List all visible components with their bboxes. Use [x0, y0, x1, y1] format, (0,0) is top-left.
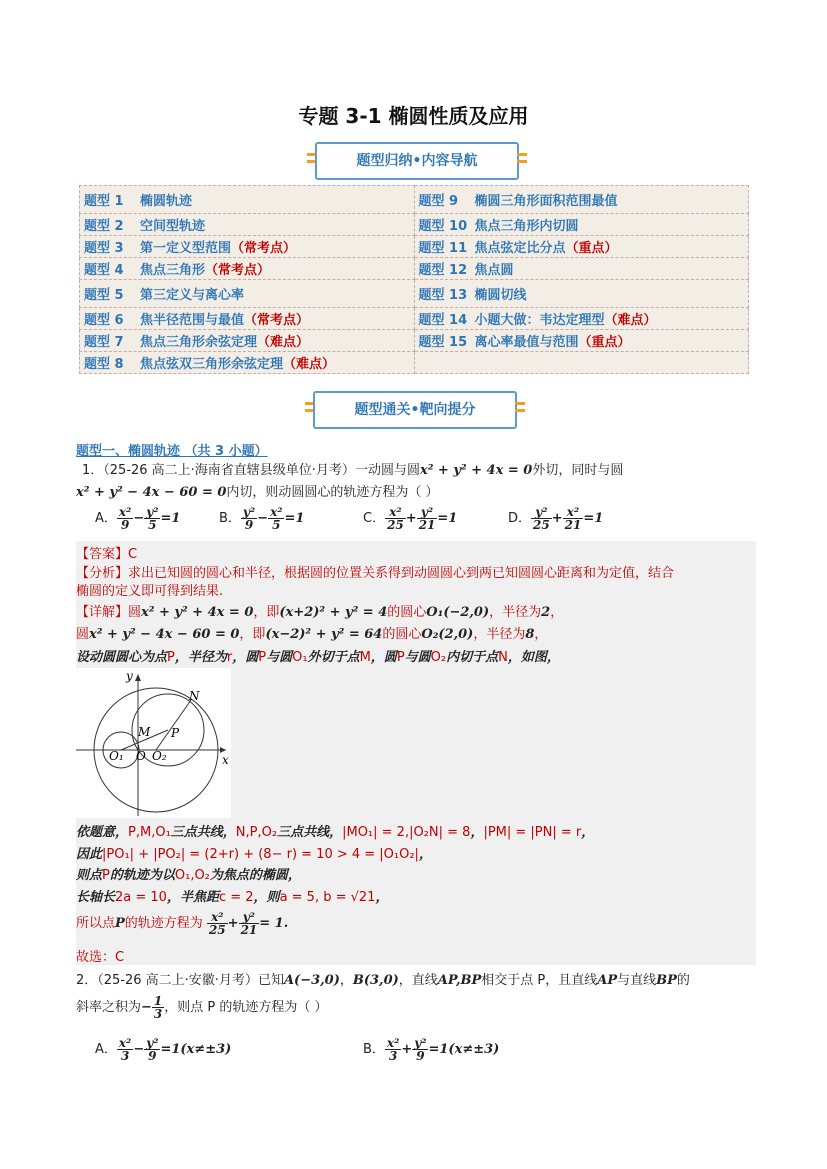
toc-num: 题型 4	[84, 263, 124, 278]
numerator: y²	[146, 1036, 159, 1050]
detail-eq: 外切于点	[307, 650, 360, 665]
detail-eq: ，如图，	[507, 650, 560, 665]
denominator: 25	[208, 923, 226, 937]
q2-ap: AP	[597, 973, 618, 988]
numerator: y²	[242, 505, 256, 519]
detail-eq: ，则	[253, 890, 280, 905]
label-p: P	[171, 726, 180, 740]
toc-num: 题型 9	[418, 194, 459, 209]
detail-text: ，	[550, 605, 564, 620]
operator: +	[405, 511, 417, 526]
toc-tag: （难点）	[257, 335, 310, 350]
toc-table	[79, 185, 749, 374]
rhs: = 1.	[259, 916, 289, 931]
detail-eq: 2	[541, 605, 551, 620]
toc-name: 焦半径范围与最值	[140, 313, 245, 328]
label-y: y	[126, 669, 133, 683]
detail-eq: 设动圆圆心为点	[76, 650, 168, 665]
toc-num: 题型 15	[418, 335, 468, 350]
analysis-line: 【分析】求出已知圆的圆心和半径，根据圆的位置关系得到动圆圆心到两已知圆圆心距离和为定值，结合	[76, 566, 675, 581]
banner-deco-right	[517, 160, 527, 163]
detail-line-6	[76, 864, 301, 883]
toc-name: 焦点三角形内切圆	[474, 219, 579, 234]
detail-eq: ，	[470, 825, 484, 840]
banner-nav-label: 题型归纳•内容导航	[315, 142, 519, 180]
detail-line-7	[76, 886, 388, 905]
fraction	[417, 506, 438, 531]
numerator: x²	[563, 506, 584, 519]
detail-text: ，	[534, 627, 548, 642]
detail-eq: ，	[581, 825, 595, 840]
option-label: A．	[95, 511, 117, 526]
detail-text: ，即	[239, 627, 266, 642]
toc-tag: （常考点）	[231, 241, 297, 256]
detail-text: 2a = 10	[115, 890, 167, 905]
toc-num: 题型 5	[84, 288, 124, 303]
banner-nav	[307, 141, 527, 181]
detail-text: c = 2	[218, 890, 254, 905]
toc-name: 小题大做：韦达定理型	[474, 313, 605, 328]
toc-name: 离心率最值与范围	[474, 335, 579, 350]
option-b[interactable]	[219, 506, 304, 531]
toc-num: 题型 8	[84, 357, 124, 372]
detail-text: 的圆心	[387, 605, 427, 620]
option-label: D．	[508, 511, 532, 526]
toc-name: 椭圆三角形面积范围最值	[474, 194, 618, 209]
toc-row	[80, 280, 749, 308]
denominator: 21	[564, 518, 582, 532]
detail-text: O₂	[430, 650, 447, 665]
detail-text: |PO₁| + |PO₂| = (2+r) + (8− r) = 10 > 4 = |O₁O₂|	[102, 847, 419, 862]
label-o: O	[136, 749, 146, 763]
detail-text: N,P,O₂	[235, 825, 278, 840]
detail-eq: O₂(2,0)	[421, 627, 474, 642]
section-title: 题型一、椭圆轨迹 （共 3 小题）	[76, 444, 268, 459]
rhs: =1	[160, 511, 181, 526]
label-n: N	[189, 689, 200, 703]
numerator: x²	[385, 506, 406, 519]
banner-practice-label: 题型通关•靶向提分	[313, 391, 517, 429]
q2-stem: 与直线	[617, 973, 657, 988]
answer: 【答案】C	[76, 547, 138, 562]
detail-line-2	[76, 623, 547, 642]
toc-row	[80, 330, 749, 352]
option-b[interactable]	[363, 1037, 499, 1062]
detail-eq: 三点共线，	[277, 825, 343, 840]
detail-eq: ，圆	[370, 650, 397, 665]
option-a[interactable]	[95, 1037, 231, 1062]
toc-num: 题型 13	[418, 288, 468, 303]
denominator: 25	[387, 518, 404, 532]
ellipse-figure	[76, 668, 231, 818]
fraction	[207, 911, 228, 936]
q2-stem: ，直线	[398, 973, 438, 988]
option-label: A．	[95, 1042, 117, 1057]
q2-stem: 斜率之积为	[76, 1000, 142, 1015]
numerator: y²	[417, 506, 438, 519]
detail-eq: 为焦点的椭圆，	[209, 868, 301, 883]
detail-eq: O₁(−2,0)	[426, 605, 490, 620]
detail-eq: (x−2)² + y² = 64	[265, 627, 383, 642]
detail-text: N	[498, 650, 508, 665]
rhs: =1	[437, 511, 458, 526]
toc-cell[interactable]	[414, 352, 749, 374]
q2-frac-sign: −	[141, 1000, 152, 1015]
detail-eq: ，半径为	[174, 650, 227, 665]
detail-text: |MO₁| = 2,|O₂N| = 8	[342, 825, 471, 840]
rhs: =1(x≠±3)	[428, 1042, 500, 1057]
detail-eq: ，	[418, 847, 432, 862]
option-label: B．	[219, 511, 241, 526]
fraction	[152, 995, 164, 1020]
denominator: 21	[418, 518, 436, 532]
label-o1: O₁	[109, 749, 124, 763]
denominator: 3	[388, 1049, 398, 1063]
toc-name: 第一定义型范围	[140, 241, 232, 256]
toc-name: 焦点圆	[474, 263, 514, 278]
numerator: y²	[146, 505, 159, 519]
detail-text: O₁,O₂	[174, 868, 210, 883]
banner-deco-right	[515, 409, 525, 412]
toc-row	[80, 214, 749, 236]
numerator: y²	[531, 506, 552, 519]
detail-text: |PM| = |PN| = r	[483, 825, 582, 840]
detail-eq: P	[115, 916, 125, 931]
toc-row	[80, 352, 749, 374]
detail-line-1	[76, 601, 563, 620]
numerator: x²	[207, 911, 228, 924]
q2-stem: 的	[676, 973, 690, 988]
denominator: 9	[416, 1049, 425, 1063]
denominator: 5	[272, 518, 281, 532]
toc-cell[interactable]	[80, 258, 415, 280]
q2-bp: BP	[656, 973, 677, 988]
denominator: 9	[244, 518, 254, 532]
choose-answer: 故选：C	[76, 950, 125, 965]
q1-line2	[76, 481, 439, 500]
detail-eq: 的轨迹为以	[109, 868, 175, 883]
label-x: x	[222, 753, 229, 767]
q2-point-b: B(3,0)	[352, 973, 399, 988]
toc-num: 题型 14	[418, 313, 468, 328]
detail-eq: 三点共线，	[170, 825, 236, 840]
detail-eq: 8	[525, 627, 535, 642]
toc-row	[80, 308, 749, 330]
q1-stem: 内切，则动圆圆心的轨迹方程为（ ）	[226, 485, 439, 500]
toc-num: 题型 11	[418, 241, 468, 256]
rhs: =1	[583, 511, 604, 526]
detail-eq: 与圆	[266, 650, 293, 665]
toc-tag: （重点）	[565, 241, 618, 256]
detail-eq: 依题意，	[76, 825, 129, 840]
numerator: x²	[270, 505, 283, 519]
option-label: B．	[363, 1042, 385, 1057]
option-c[interactable]	[363, 506, 457, 531]
rhs: =1(x≠±3)	[160, 1042, 232, 1057]
detail-text: P	[167, 650, 175, 665]
fraction	[117, 1037, 133, 1062]
denominator: 9	[148, 1049, 157, 1063]
toc-num: 题型 2	[84, 219, 124, 234]
toc-cell[interactable]	[80, 308, 415, 330]
page-title: 专题 3-1 椭圆性质及应用	[298, 104, 529, 128]
numerator: y²	[239, 911, 260, 924]
toc-name: 焦点弦双三角形余弦定理	[140, 357, 284, 372]
numerator: x²	[118, 1036, 132, 1050]
toc-cell[interactable]	[414, 236, 749, 258]
toc-tag: （重点）	[578, 335, 631, 350]
detail-text: ，即	[253, 605, 280, 620]
detail-eq: 内切于点	[446, 650, 499, 665]
label-o2: O₂	[152, 749, 167, 763]
toc-cell[interactable]	[414, 214, 749, 236]
q2-line1	[76, 969, 690, 988]
detail-eq: x² + y² − 4x − 60 = 0	[89, 627, 240, 642]
toc-num: 题型 3	[84, 241, 124, 256]
fraction	[117, 506, 133, 531]
numerator: y²	[414, 1036, 427, 1050]
detail-text: P	[258, 650, 267, 665]
operator: −	[133, 1042, 145, 1057]
detail-text: 的圆心	[382, 627, 422, 642]
toc-num: 题型 1	[84, 194, 124, 209]
detail-text: P,M,O₁	[128, 825, 171, 840]
fraction	[531, 506, 552, 531]
fraction	[563, 506, 584, 531]
toc-row	[80, 258, 749, 280]
toc-num: 题型 12	[418, 263, 468, 278]
toc-tag: （常考点）	[205, 263, 271, 278]
fraction	[144, 1037, 160, 1062]
numerator: 1	[153, 994, 163, 1008]
operator: +	[227, 916, 239, 931]
banner-practice	[305, 390, 525, 430]
detail-eq: ，圆	[232, 650, 259, 665]
detail-line-5	[76, 843, 432, 862]
q1-eq2: x² + y² − 4x − 60 = 0	[76, 485, 227, 500]
fraction	[385, 1037, 401, 1062]
detail-text: P	[102, 868, 110, 883]
toc-num: 题型 7	[84, 335, 124, 350]
toc-cell[interactable]	[80, 280, 415, 308]
fraction	[239, 911, 260, 936]
q1-eq1: x² + y² + 4x = 0	[419, 463, 533, 478]
denominator: 9	[120, 518, 130, 532]
toc-name: 焦点三角形	[140, 263, 206, 278]
toc-tag: （难点）	[283, 357, 336, 372]
operator: −	[257, 511, 269, 526]
toc-num: 题型 6	[84, 313, 124, 328]
denominator: 21	[240, 923, 258, 937]
detail-text: ，半径为	[489, 605, 542, 620]
toc-cell[interactable]	[80, 330, 415, 352]
toc-name: 空间型轨迹	[140, 219, 206, 234]
q2-stem: 2．（25-26 高二上·安徽·月考）已知	[76, 973, 284, 988]
detail-eq: 与圆	[404, 650, 431, 665]
fraction	[241, 506, 257, 531]
q2-lines: AP,BP	[437, 973, 482, 988]
fraction	[385, 506, 406, 531]
toc-cell[interactable]	[414, 330, 749, 352]
detail-text: ，半径为	[473, 627, 526, 642]
toc-row	[80, 186, 749, 214]
toc-name: 第三定义与离心率	[140, 288, 245, 303]
detail-text: 【详解】圆	[76, 605, 142, 620]
q2-stem: 相交于点 P，且直线	[481, 973, 598, 988]
toc-row	[80, 236, 749, 258]
detail-text: a = 5, b = √21	[279, 890, 376, 905]
toc-cell[interactable]	[80, 236, 415, 258]
q1-stem: 1．（25-26 高二上·海南省直辖县级单位·月考）一动圆与圆	[82, 463, 420, 478]
toc-cell[interactable]	[414, 186, 749, 214]
detail-text: O₁	[292, 650, 308, 665]
detail-text: 圆	[76, 627, 90, 642]
toc-cell[interactable]	[80, 214, 415, 236]
q2-point-a: A(−3,0)	[283, 973, 340, 988]
detail-text: P	[396, 650, 405, 665]
detail-eq: x² + y² + 4x = 0	[141, 605, 254, 620]
detail-text: r	[226, 650, 233, 665]
toc-name: 焦点弦定比分点	[474, 241, 566, 256]
detail-eq: 则点	[76, 868, 103, 883]
fraction	[144, 506, 160, 531]
toc-cell[interactable]	[80, 186, 415, 214]
detail-text: 所以点	[76, 916, 116, 931]
banner-deco-right	[517, 153, 527, 156]
detail-eq: ，	[375, 890, 389, 905]
toc-cell[interactable]	[80, 352, 415, 374]
q2-stem: ，则点 P 的轨迹方程为（ ）	[164, 1000, 328, 1015]
numerator: x²	[118, 505, 132, 519]
toc-name: 椭圆切线	[474, 288, 527, 303]
analysis-line: 椭圆的定义即可得到结果.	[76, 584, 224, 599]
denominator: 3	[153, 1007, 163, 1021]
option-label: C．	[363, 511, 386, 526]
detail-eq: 长轴长	[76, 890, 116, 905]
toc-name: 椭圆轨迹	[140, 194, 193, 209]
detail-eq: (x+2)² + y² = 4	[279, 605, 388, 620]
toc-tag: （常考点）	[244, 313, 310, 328]
q2-line2	[76, 995, 328, 1020]
toc-name: 焦点三角形余弦定理	[140, 335, 258, 350]
denominator: 5	[148, 518, 157, 532]
detail-text: M	[359, 650, 371, 665]
q1-stem: 外切，同时与圆	[532, 463, 624, 478]
option-d[interactable]	[508, 506, 603, 531]
detail-eq: ，半焦距	[166, 890, 219, 905]
toc-cell[interactable]	[414, 258, 749, 280]
detail-eq: 因此	[76, 847, 103, 862]
detail-line-3	[76, 646, 560, 665]
detail-text: 的轨迹方程为	[124, 916, 203, 931]
rhs: =1	[284, 511, 305, 526]
fraction	[268, 506, 284, 531]
toc-cell[interactable]	[414, 280, 749, 308]
operator: −	[133, 511, 145, 526]
detail-line-4	[76, 821, 594, 840]
toc-tag: （难点）	[604, 313, 657, 328]
detail-line-8	[76, 911, 288, 936]
operator: +	[551, 511, 563, 526]
banner-deco-right	[515, 402, 525, 405]
denominator: 3	[120, 1049, 130, 1063]
q2-stem: ，	[339, 973, 353, 988]
numerator: x²	[386, 1036, 400, 1050]
q1-line1	[82, 459, 623, 478]
fraction	[412, 1037, 428, 1062]
label-m: M	[138, 725, 151, 739]
toc-cell[interactable]	[414, 308, 749, 330]
denominator: 25	[533, 518, 550, 532]
option-a[interactable]	[95, 506, 180, 531]
operator: +	[401, 1042, 413, 1057]
toc-num: 题型 10	[418, 219, 468, 234]
